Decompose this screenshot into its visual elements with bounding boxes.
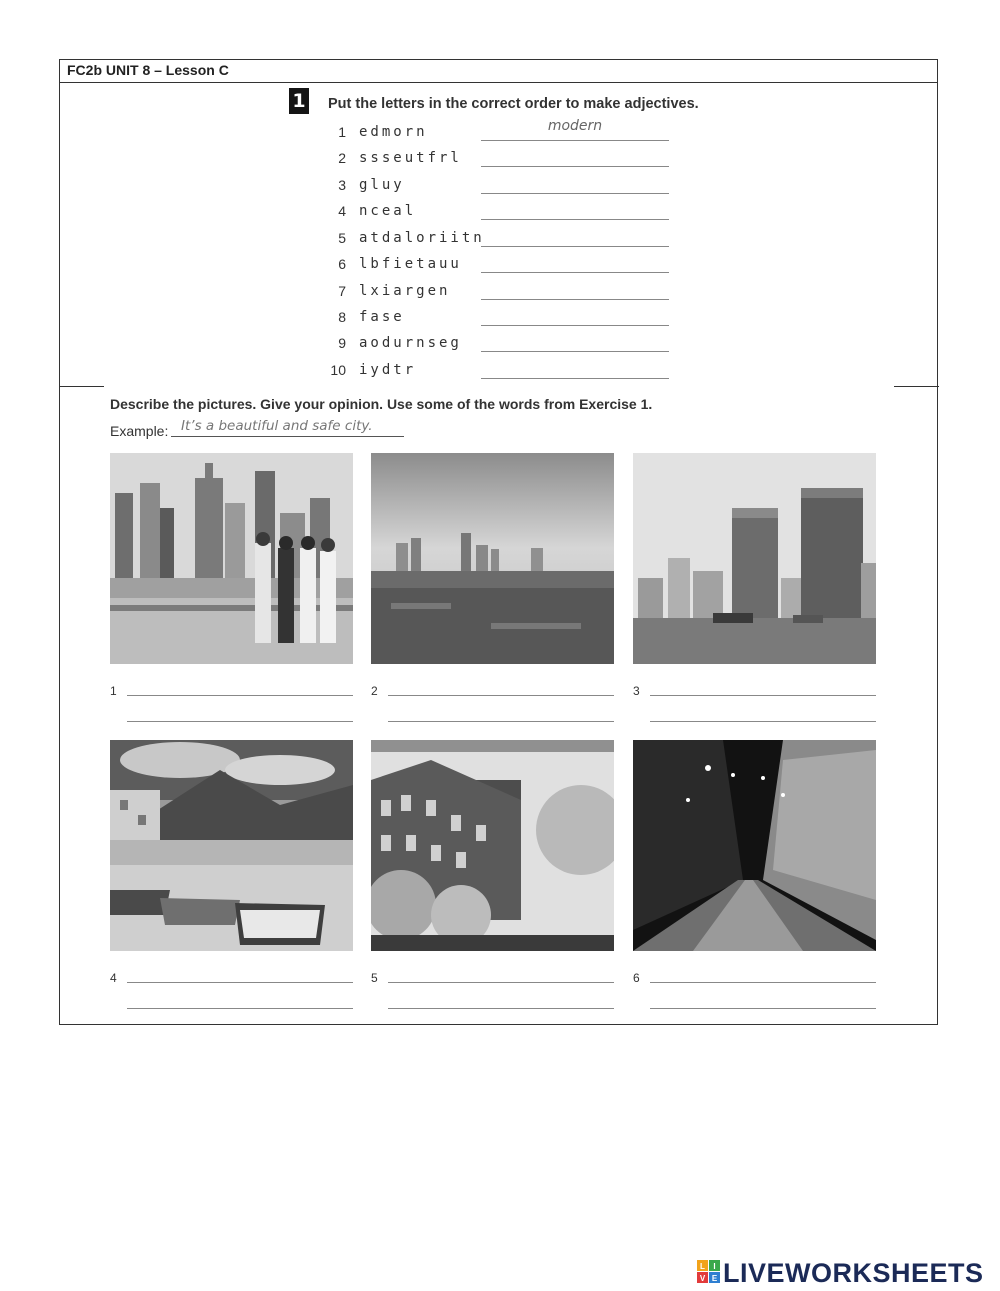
- picture-answer-line[interactable]: [388, 695, 614, 696]
- picture-number: 3: [633, 684, 640, 698]
- scrambled-letters: aodurnseg: [359, 335, 462, 351]
- picture-answer-line[interactable]: [127, 1008, 353, 1009]
- example-answer: It’s a beautiful and safe city.: [171, 418, 404, 437]
- item-number: 1: [338, 124, 346, 140]
- scrambled-letters: gluy: [359, 177, 405, 193]
- item-number: 6: [338, 256, 346, 272]
- scramble-item: [328, 256, 678, 276]
- logo-block-letter: E: [711, 1274, 718, 1283]
- scramble-item: [328, 118, 678, 144]
- scrambled-letters: nceal: [359, 203, 417, 219]
- logo-block-letter: I: [713, 1262, 716, 1271]
- worksheet-title: FC2b UNIT 8 – Lesson C: [60, 60, 937, 83]
- scramble-item: [328, 177, 678, 197]
- scramble-item: [328, 335, 678, 355]
- picture-answer-line[interactable]: [127, 982, 353, 983]
- picture-answer-line[interactable]: [127, 721, 353, 722]
- logo-block-letter: V: [699, 1274, 706, 1283]
- answer-field[interactable]: modern: [547, 118, 603, 134]
- item-number: 8: [338, 309, 346, 325]
- answer-line: [481, 219, 669, 220]
- picture-answer-line[interactable]: [650, 695, 876, 696]
- answer-line: [481, 351, 669, 352]
- hazy-city-skyline-photo: [371, 453, 614, 664]
- picture-answer-line[interactable]: [388, 982, 614, 983]
- logo-block-letter: L: [700, 1262, 705, 1271]
- answer-line: [481, 140, 669, 141]
- picture-answer-line[interactable]: [388, 721, 614, 722]
- scramble-item: [328, 309, 678, 329]
- exercise2-instructions: Describe the pictures. Give your opinion. Use some of the words from Exercise 1.: [110, 396, 653, 412]
- picture-number: 4: [110, 971, 117, 985]
- answer-line: [481, 272, 669, 273]
- item-number: 5: [338, 230, 346, 246]
- answer-line: [481, 378, 669, 379]
- picture-answer-line[interactable]: [650, 721, 876, 722]
- exercise1-instructions: Put the letters in the correct order to make adjectives.: [328, 96, 699, 112]
- section-divider-left: [59, 386, 104, 387]
- section-divider-right: [894, 386, 939, 387]
- seaside-town-with-boats-photo: [110, 740, 353, 951]
- picture-number: 5: [371, 971, 378, 985]
- item-number: 3: [338, 177, 346, 193]
- city-skyline-with-people-photo: [110, 453, 353, 664]
- scrambled-letters: edmorn: [359, 124, 428, 140]
- scrambled-letters: ssseutfrl: [359, 150, 462, 166]
- answer-line: [481, 299, 669, 300]
- scrambled-letters: atdaloriitn: [359, 230, 485, 246]
- scrambled-letters: iydtr: [359, 362, 417, 378]
- item-number: 4: [338, 203, 346, 219]
- picture-number: 2: [371, 684, 378, 698]
- item-number: 7: [338, 283, 346, 299]
- picture-number: 1: [110, 684, 117, 698]
- answer-line: [481, 325, 669, 326]
- example-label: Example:: [110, 423, 169, 439]
- scrambled-letters: fase: [359, 309, 405, 325]
- waterfront-towers-photo: [633, 453, 876, 664]
- picture-answer-line[interactable]: [388, 1008, 614, 1009]
- scramble-item: [328, 230, 678, 250]
- exercise-number-badge: 1: [289, 88, 309, 114]
- scrambled-letters: lxiargen: [359, 283, 451, 299]
- answer-line: [481, 246, 669, 247]
- scramble-item: [328, 283, 678, 303]
- brand-name: LIVEWORKSHEETS: [723, 1258, 984, 1288]
- picture-answer-line[interactable]: [127, 695, 353, 696]
- brownstone-street-photo: [371, 740, 614, 951]
- picture-answer-line[interactable]: [650, 982, 876, 983]
- picture-number: 6: [633, 971, 640, 985]
- empty-street-at-night-photo: [633, 740, 876, 951]
- answer-line: [481, 193, 669, 194]
- answer-line: [481, 166, 669, 167]
- item-number: 9: [338, 335, 346, 351]
- logo-blocks-icon: [697, 1260, 723, 1286]
- scramble-item: [328, 203, 678, 223]
- picture-answer-line[interactable]: [650, 1008, 876, 1009]
- item-number: 2: [338, 150, 346, 166]
- item-number: 10: [330, 362, 346, 378]
- scramble-item: [328, 362, 678, 382]
- scramble-item: [328, 150, 678, 170]
- scrambled-letters: lbfietauu: [359, 256, 462, 272]
